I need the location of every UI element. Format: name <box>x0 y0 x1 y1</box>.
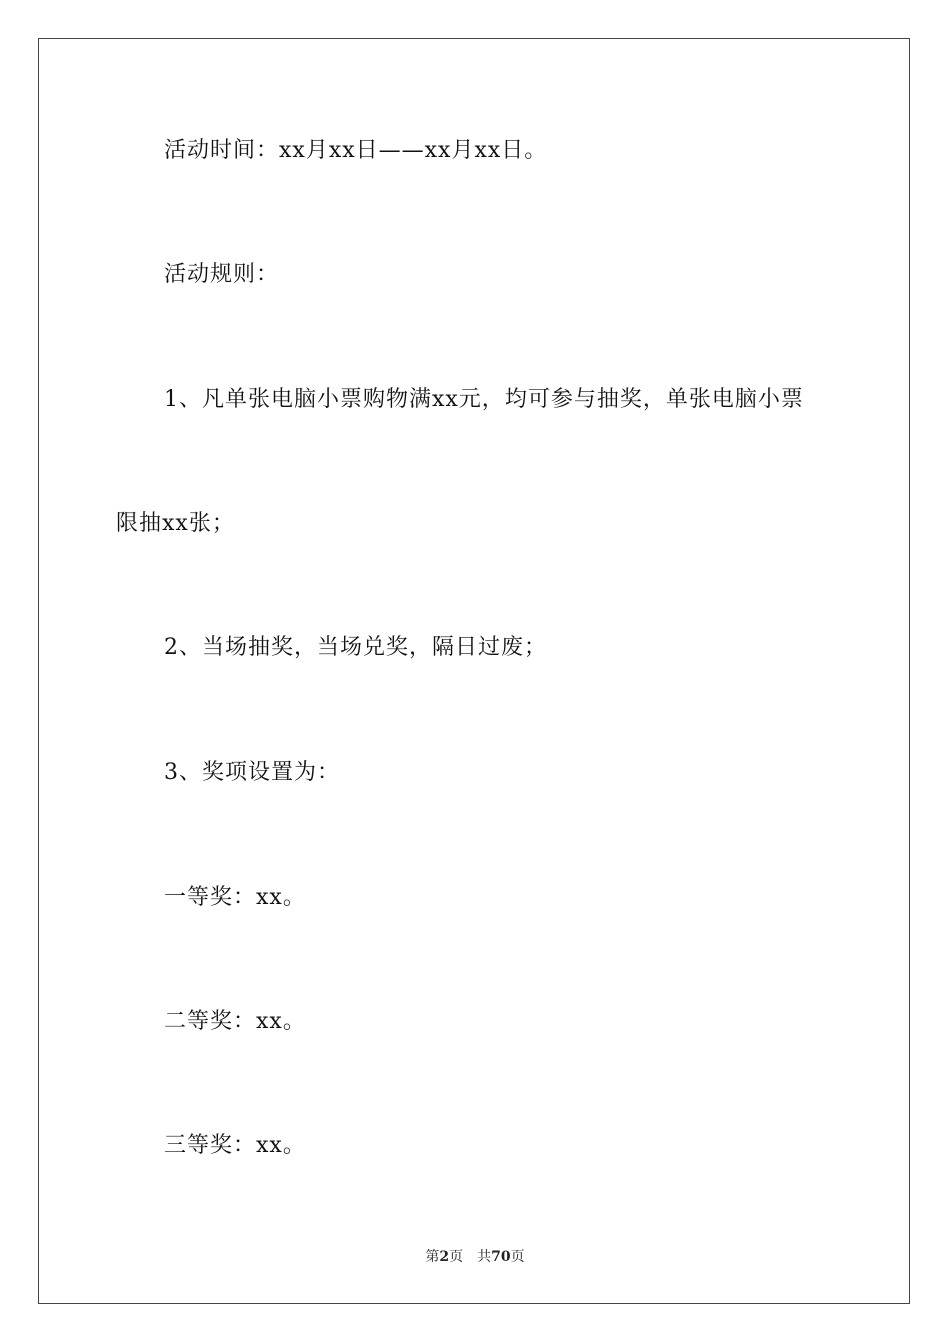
page-border <box>38 38 910 1304</box>
page-prefix: 第 <box>425 1249 440 1265</box>
activity-time-line: 活动时间：xx月xx日——xx月xx日。 <box>164 138 548 163</box>
page-number: 2 <box>439 1249 450 1265</box>
page-footer <box>0 1247 950 1267</box>
total-suffix: 页 <box>510 1249 525 1265</box>
second-prize-line: 二等奖：xx。 <box>164 1009 306 1034</box>
total-prefix: 共 <box>477 1249 492 1265</box>
rule-1-line-2: 限抽xx张； <box>116 511 235 536</box>
activity-rules-heading: 活动规则： <box>164 262 280 287</box>
rule-3-line: 3、奖项设置为： <box>164 760 340 785</box>
first-prize-line: 一等奖：xx。 <box>164 885 306 910</box>
third-prize-line: 三等奖：xx。 <box>164 1133 306 1158</box>
page-suffix: 页 <box>449 1249 464 1265</box>
rule-2-line: 2、当场抽奖，当场兑奖，隔日过废； <box>164 635 547 660</box>
total-pages: 70 <box>491 1249 511 1265</box>
rule-1-line-1: 1、凡单张电脑小票购物满xx元，均可参与抽奖，单张电脑小票 <box>164 387 804 412</box>
